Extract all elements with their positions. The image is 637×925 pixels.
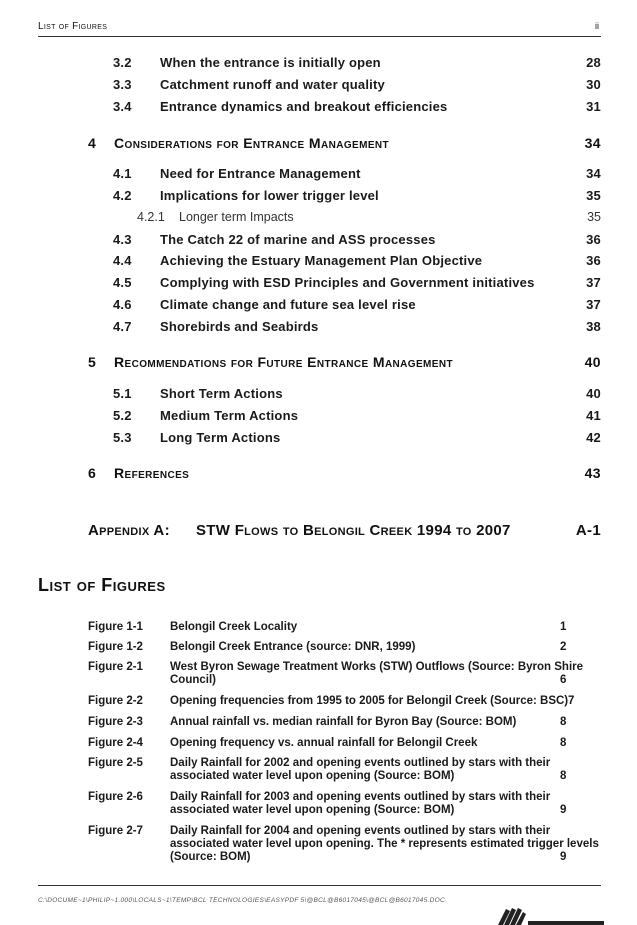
- toc-section-number: 6: [88, 465, 97, 481]
- toc-entry-page: 37: [586, 297, 601, 312]
- toc-section-title: References: [114, 465, 190, 481]
- toc-entry-title: Catchment runoff and water quality: [160, 77, 385, 92]
- toc-section-page: 34: [584, 135, 601, 151]
- toc-entry-number: 5.2: [113, 408, 132, 423]
- figure-page: 9: [560, 804, 567, 816]
- toc-entry-page: 31: [586, 99, 601, 114]
- page-header: [38, 18, 601, 37]
- figure-number: Figure 1-1: [88, 621, 143, 633]
- list-of-figures-heading: List of Figures: [38, 575, 166, 595]
- figure-title: Belongil Creek Locality: [170, 621, 298, 633]
- toc-appendix-page: A-1: [575, 522, 601, 539]
- toc-appendix-a[interactable]: [88, 522, 601, 544]
- toc-entry-number: 3.2: [113, 55, 132, 70]
- toc-entry-4-2-1[interactable]: [137, 210, 601, 228]
- figure-number: Figure 1-2: [88, 641, 143, 653]
- toc-entry-title: Implications for lower trigger level: [160, 188, 379, 203]
- figure-title: Opening frequencies from 1995 to 2005 for Belongil Creek (Source: BSC): [170, 695, 569, 707]
- toc-section-title: Recommendations for Future Entrance Management: [114, 354, 453, 370]
- toc-entry-title: Climate change and future sea level rise: [160, 297, 416, 312]
- figure-page: 9: [560, 851, 567, 863]
- toc-entry-3-4[interactable]: [113, 99, 601, 117]
- toc-entry-page: 36: [586, 232, 601, 247]
- toc-entry-page: 41: [586, 408, 601, 423]
- toc-section-6[interactable]: [88, 465, 601, 485]
- toc-entry-page: 37: [586, 275, 601, 290]
- toc-entry-title: Short Term Actions: [160, 386, 283, 401]
- header-title: List of Figures: [38, 21, 108, 32]
- toc-entry-title: Shorebirds and Seabirds: [160, 319, 319, 334]
- toc-entry-5-2[interactable]: [113, 408, 601, 426]
- figure-page: 6: [560, 674, 567, 686]
- company-logo-icon: [496, 904, 606, 925]
- figure-number: Figure 2-4: [88, 737, 143, 749]
- toc-entry-number: 5.1: [113, 386, 132, 401]
- figure-title: Daily Rainfall for 2002 and opening events outlined by stars with their associated water level upon opening (Source: BOM): [170, 757, 551, 782]
- toc-entry-title: The Catch 22 of marine and ASS processes: [160, 232, 436, 247]
- toc-section-4[interactable]: [88, 135, 601, 155]
- toc-entry-title: Achieving the Estuary Management Plan Objective: [160, 253, 483, 268]
- toc-entry-3-2[interactable]: [113, 55, 601, 73]
- toc-entry-number: 3.3: [113, 77, 132, 92]
- toc-entry-page: 36: [586, 253, 601, 268]
- toc-entry-title: Entrance dynamics and breakout efficiencies: [160, 99, 448, 114]
- toc-entry-4-7[interactable]: [113, 319, 601, 337]
- figure-page: 1: [560, 621, 567, 633]
- toc-entry-title: Medium Term Actions: [160, 408, 299, 423]
- toc-entry-5-3[interactable]: [113, 430, 601, 448]
- toc-entry-page: 35: [586, 188, 601, 203]
- toc-entry-number: 3.4: [113, 99, 132, 114]
- figure-page: 8: [560, 770, 567, 782]
- toc-entry-number: 4.2.1: [137, 210, 165, 224]
- toc-entry-4-3[interactable]: [113, 232, 601, 250]
- toc-entry-4-4[interactable]: [113, 253, 601, 271]
- toc-entry-number: 4.5: [113, 275, 132, 290]
- toc-entry-number: 4.1: [113, 166, 132, 181]
- footer-rule: [38, 885, 601, 886]
- toc-appendix-label: Appendix A:: [88, 522, 170, 539]
- figure-page: 8: [560, 737, 567, 749]
- toc-entry-number: 4.4: [113, 253, 132, 268]
- toc-section-5[interactable]: [88, 354, 601, 374]
- figure-number: Figure 2-6: [88, 791, 143, 803]
- figure-number: Figure 2-1: [88, 661, 143, 673]
- figure-title: Opening frequency vs. annual rainfall for Belongil Creek: [170, 737, 478, 749]
- figure-page: 8: [560, 716, 567, 728]
- figure-page: 2: [560, 641, 567, 653]
- toc-entry-page: 42: [586, 430, 601, 445]
- toc-entry-page: 35: [587, 210, 601, 224]
- figure-title: Daily Rainfall for 2004 and opening events outlined by stars with their associated water level upon opening. The * represents estimated trigger levels (Source: BOM): [170, 825, 599, 863]
- company-logo: [496, 904, 606, 925]
- toc-entry-page: 30: [586, 77, 601, 92]
- toc-entry-3-3[interactable]: [113, 77, 601, 95]
- figure-number: Figure 2-7: [88, 825, 143, 837]
- toc-entry-page: 34: [586, 166, 601, 181]
- toc-entry-5-1[interactable]: [113, 386, 601, 404]
- toc-entry-4-5[interactable]: [113, 275, 601, 293]
- toc-entry-title: Longer term Impacts: [179, 210, 294, 224]
- toc-entry-title: Need for Entrance Management: [160, 166, 361, 181]
- toc-section-page: 40: [584, 354, 601, 370]
- toc-section-page: 43: [584, 465, 601, 481]
- toc-entry-page: 38: [586, 319, 601, 334]
- toc-appendix-title: STW Flows to Belongil Creek 1994 to 2007: [196, 522, 511, 539]
- toc-entry-page: 28: [586, 55, 601, 70]
- figure-title: West Byron Sewage Treatment Works (STW) Outflows (Source: Byron Shire Council): [170, 661, 584, 686]
- toc-section-number: 5: [88, 354, 97, 370]
- toc-entry-number: 4.6: [113, 297, 132, 312]
- toc-entry-number: 5.3: [113, 430, 132, 445]
- toc-entry-4-6[interactable]: [113, 297, 601, 315]
- toc-entry-4-2[interactable]: [113, 188, 601, 206]
- figure-title: Annual rainfall vs. median rainfall for Byron Bay (Source: BOM): [170, 716, 517, 728]
- toc-entry-title: When the entrance is initially open: [160, 55, 381, 70]
- footer-file-path: C:\DOCUME~1\PHILIP~1.000\LOCALS~1\TEMP\BCL TECHNOLOGIES\EASYPDF 5\@BCL@B6017045\@BCL@B6017045.DOC: [38, 897, 445, 904]
- toc-entry-page: 40: [586, 386, 601, 401]
- toc-entry-number: 4.7: [113, 319, 132, 334]
- toc-section-number: 4: [88, 135, 97, 151]
- toc-entry-title: Complying with ESD Principles and Government initiatives: [160, 275, 535, 290]
- figure-title: Belongil Creek Entrance (source: DNR, 1999): [170, 641, 416, 653]
- toc-entry-4-1[interactable]: [113, 166, 601, 184]
- toc-entry-number: 4.2: [113, 188, 132, 203]
- figure-title: Daily Rainfall for 2003 and opening events outlined by stars with their associated water level upon opening (Source: BOM): [170, 791, 551, 816]
- header-page-number: ii: [595, 21, 599, 31]
- figure-number: Figure 2-2: [88, 695, 143, 707]
- figure-page: 7: [568, 695, 575, 707]
- figure-number: Figure 2-5: [88, 757, 143, 769]
- toc-entry-title: Long Term Actions: [160, 430, 281, 445]
- toc-entry-number: 4.3: [113, 232, 132, 247]
- figure-number: Figure 2-3: [88, 716, 143, 728]
- toc-section-title: Considerations for Entrance Management: [114, 135, 390, 151]
